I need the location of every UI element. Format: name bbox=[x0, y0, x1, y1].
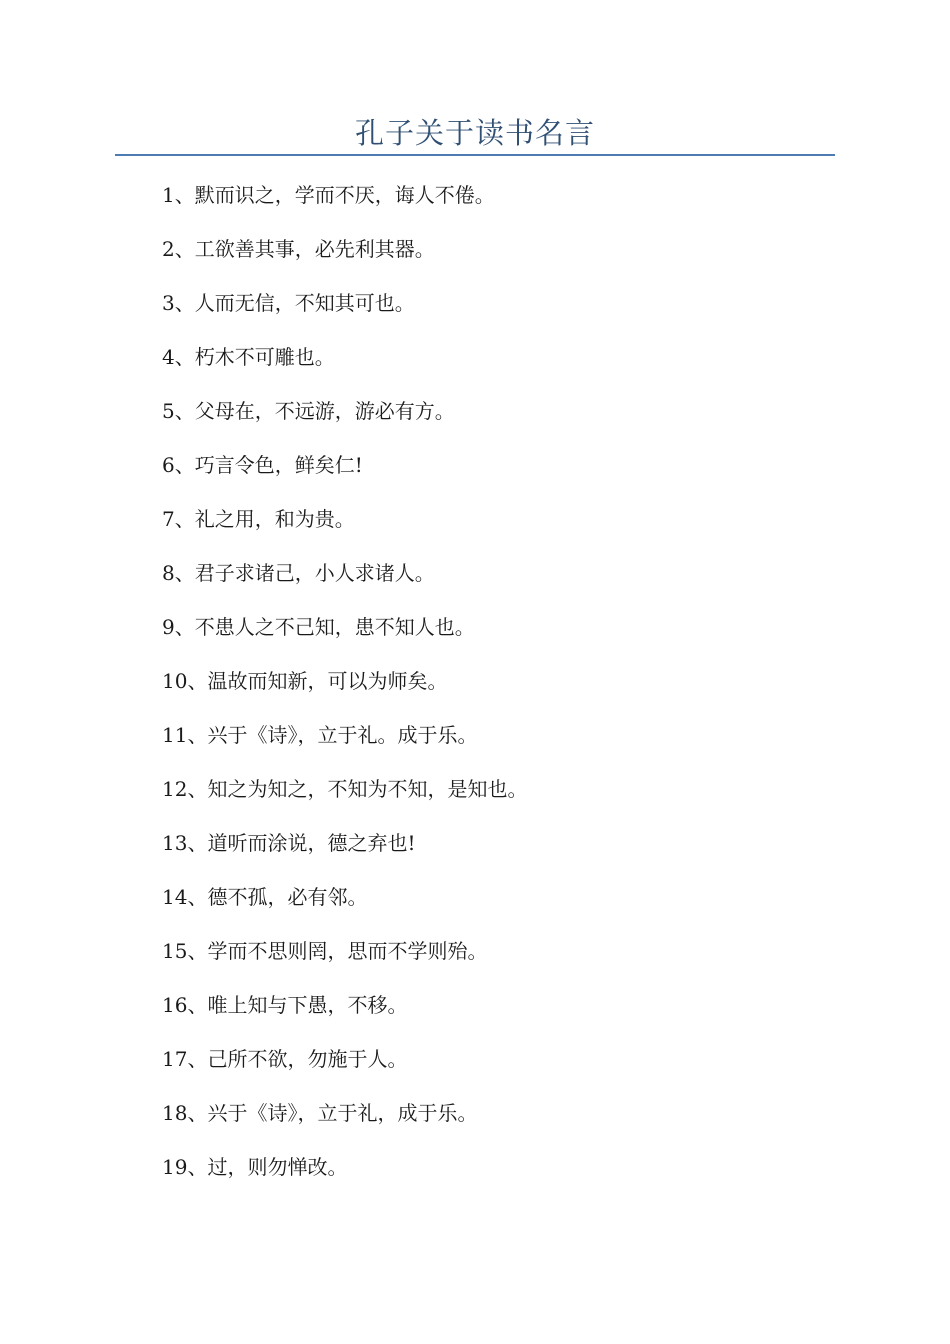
quote-item: 15、学而不思则罔，思而不学则殆。 bbox=[162, 939, 488, 963]
quote-item: 16、唯上知与下愚，不移。 bbox=[162, 993, 408, 1017]
document-title: 孔子关于读书名言 bbox=[354, 116, 595, 150]
quote-item: 7、礼之用，和为贵。 bbox=[162, 507, 355, 531]
quote-item: 3、人而无信，不知其可也。 bbox=[162, 291, 415, 315]
quote-item: 8、君子求诸己，小人求诸人。 bbox=[162, 561, 435, 585]
quote-item: 12、知之为知之，不知为不知，是知也。 bbox=[162, 777, 528, 801]
quote-item: 9、不患人之不己知，患不知人也。 bbox=[162, 615, 475, 639]
quote-item: 19、过，则勿惮改。 bbox=[162, 1155, 348, 1179]
quote-item: 17、己所不欲，勿施于人。 bbox=[162, 1047, 408, 1071]
quote-item: 5、父母在，不远游，游必有方。 bbox=[162, 399, 455, 423]
quote-item: 13、道听而涂说，德之弃也! bbox=[162, 831, 416, 855]
quote-item: 1、默而识之，学而不厌，诲人不倦。 bbox=[162, 183, 495, 207]
quote-item: 4、朽木不可雕也。 bbox=[162, 345, 335, 369]
quote-item: 14、德不孤，必有邻。 bbox=[162, 885, 368, 909]
quote-item: 6、巧言令色，鲜矣仁! bbox=[162, 453, 363, 477]
quote-item: 2、工欲善其事，必先利其器。 bbox=[162, 237, 435, 261]
title-underline bbox=[115, 154, 835, 156]
quote-item: 18、兴于《诗》，立于礼，成于乐。 bbox=[162, 1101, 478, 1125]
quote-item: 11、兴于《诗》，立于礼。成于乐。 bbox=[162, 723, 478, 747]
quote-list bbox=[162, 178, 802, 1204]
quote-item: 10、温故而知新，可以为师矣。 bbox=[162, 669, 448, 693]
